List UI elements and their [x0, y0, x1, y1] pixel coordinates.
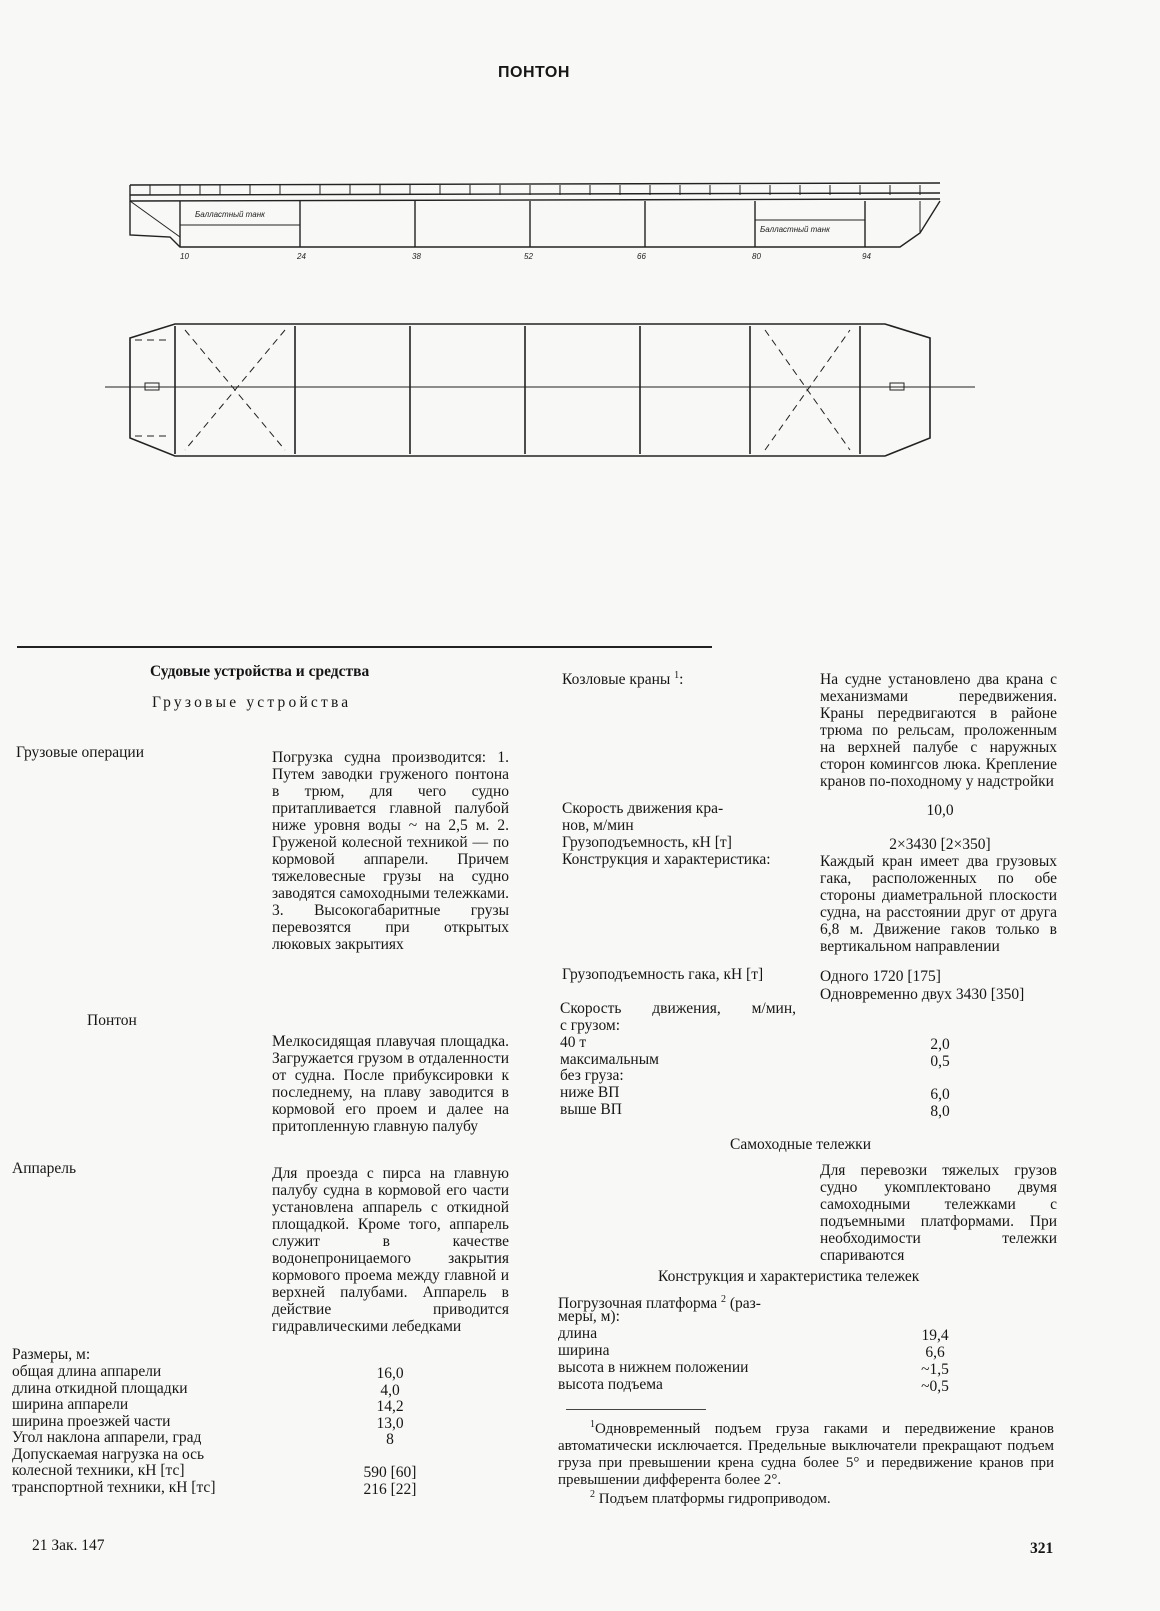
page-number: 321 [1030, 1540, 1054, 1557]
cranes-text: На судне установлено два крана с механизмами передвижения. Краны передвигаются в районе трюма по рельсам, проложенным на верхней палубе с наружных сторон комингсов люка. Крепление кранов по-походному у надстройки [820, 671, 1057, 790]
dim-value: 13,0 [376, 1414, 404, 1432]
dim-label: Угол наклона аппарели, град [12, 1429, 202, 1446]
crane-speed-value: 10,0 [926, 802, 954, 819]
speed2-label: максимальным [560, 1050, 659, 1068]
cranes-label-text: Козловые краны [562, 671, 671, 689]
dim-label: колесной техники, кН [тс] [12, 1462, 185, 1479]
speed2-value: 8,0 [930, 1102, 950, 1120]
dim-label: ширина аппарели [12, 1396, 129, 1413]
capacity-value: 2×3430 [2×350] [889, 836, 991, 853]
frame-label: 66 [637, 252, 646, 261]
page-footer: 21 Зак. 147 [32, 1537, 105, 1554]
page-title: ПОНТОН [498, 64, 570, 81]
cargo-ops-text: Погрузка судна производится: 1. Путем заводки груженого понтона в трюм, для чего судно притапливается главной палубой ниже уровня воды ~ на 2,5 м. 2. Груженой колесной техникой — по кормовой аппарели. Причем тяжеловесные грузы на судно заводятся самоходными тележками. 3. Высокогабаритные грузы перевозятся при открытых люковых закрытиях [272, 749, 509, 953]
platform-value: ~1,5 [921, 1361, 949, 1378]
section-divider [17, 646, 712, 648]
speed2-value: 0,5 [930, 1052, 950, 1070]
speed2-label-1: Скорость движения, м/мин, [560, 1000, 796, 1017]
hook-label: Грузоподъемность гака, кН [т] [562, 966, 764, 983]
dim-label: общая длина аппарели [12, 1363, 162, 1380]
frame-label: 94 [862, 252, 871, 261]
footnote-2-mark: 2 [590, 1489, 595, 1500]
dim-value: 8 [386, 1431, 394, 1448]
crane-speed-label [562, 800, 723, 834]
frame-label: 80 [752, 252, 761, 261]
platform-label-tail: (раз- [729, 1295, 761, 1313]
platform-label: высота подъема [558, 1376, 663, 1393]
frame-label: 38 [412, 252, 421, 261]
footnote-1-text: Одновременный подъем груза гаками и передвижение кранов автоматически исключается. Предельные выключатели прекращают подъем груза при превышении крена судна более 5° и передвижение кранов при превышении дифферента более 2°. [558, 1421, 1054, 1488]
dim-value: 216 [22] [363, 1480, 417, 1498]
footnote-2 [590, 1486, 831, 1508]
dim-value: 590 [60] [363, 1464, 417, 1481]
platform-label-text: Погрузочная платформа [558, 1295, 718, 1313]
tank-label-2: Балластный танк [760, 225, 830, 234]
dim-label: ширина проезжей части [12, 1412, 171, 1430]
speed2-label: без груза: [560, 1067, 624, 1085]
dim-value: 14,2 [376, 1398, 404, 1415]
platform-label-2: меры, м): [558, 1308, 620, 1325]
dim-label: Допускаемая нагрузка на ось [12, 1445, 205, 1463]
trolleys-design-heading: Конструкция и характеристика тележек [658, 1268, 920, 1285]
hook-value-1: Одного 1720 [175] [820, 968, 941, 985]
crane-speed-label-2: нов, м/мин [562, 817, 634, 834]
frame-label: 10 [180, 252, 189, 261]
speed2-value: 6,0 [930, 1086, 950, 1104]
ramp-label: Аппарель [12, 1160, 77, 1177]
cranes-label: Козловые краны $^1$: [562, 670, 684, 689]
platform-label: высота в нижнем положении [558, 1359, 749, 1376]
footnote-2-text: Подъем платформы гидроприводом. [598, 1491, 831, 1507]
speed2-value: 2,0 [930, 1036, 950, 1053]
frame-label: 52 [524, 252, 533, 261]
section-heading: Судовые устройства и средства [150, 663, 370, 680]
plan-view-drawing [105, 320, 975, 470]
dims-heading: Размеры, м: [12, 1346, 91, 1363]
platform-label: ширина [558, 1342, 610, 1359]
speed2-label: ниже ВП [560, 1084, 620, 1102]
footnote-ref: 1 [674, 670, 680, 681]
design-text: Каждый кран имеет два грузовых гака, расположенных по обе стороны диаметральной плоскости судна, на расстоянии друг от друга 6,8 м. Движение гаков только в вертикальном направлении [820, 853, 1057, 955]
footnote-ref: 2 [721, 1294, 726, 1305]
section-subheading: Грузовые устройства [152, 694, 352, 711]
crane-speed-label-1: Скорость движения кра- [562, 800, 724, 817]
platform-label: длина [558, 1325, 598, 1342]
ponton-text: Мелкосидящая плавучая площадка. Загружается грузом в отдаленности от судна. После прибуксировки к последнему, на плаву заводится в кормовой его проем и далее на притопленную главную палубу [272, 1033, 509, 1135]
footnote-1-mark: 1 [590, 1419, 595, 1430]
cargo-ops-label: Грузовые операции [16, 744, 144, 761]
dim-label: длина откидной площадки [12, 1379, 188, 1397]
tank-label-1: Балластный танк [195, 210, 265, 219]
dim-label: транспортной техники, кН [тс] [12, 1478, 216, 1496]
dim-value: 4,0 [380, 1381, 400, 1399]
platform-value: 6,6 [925, 1344, 945, 1361]
design-label: Конструкция и характеристика: [562, 851, 771, 868]
platform-value: 19,4 [921, 1327, 949, 1344]
hook-value-2: Одновременно двух 3430 [350] [820, 986, 1025, 1003]
speed2-label: выше ВП [560, 1100, 622, 1118]
side-view-drawing [120, 175, 950, 265]
ramp-text: Для проезда с пирса на главную палубу судна в кормовой его части установлена аппарель с откидной площадкой. Кроме того, аппарель служит в качестве водонепроницаемого закрытия кормового проема между главной и верхней палубами. Аппарель в действие приводится гидравлическими лебедками [272, 1165, 509, 1335]
platform-value: ~0,5 [921, 1378, 949, 1395]
footnote-divider [566, 1409, 706, 1410]
dim-value: 16,0 [376, 1365, 404, 1382]
ponton-label: Понтон [87, 1012, 137, 1029]
speed2-label-2: с грузом: [560, 1017, 621, 1034]
capacity-label: Грузоподъемность, кН [т] [562, 834, 732, 851]
frame-label: 24 [297, 252, 306, 261]
trolleys-text: Для перевозки тяжелых грузов судно укомплектовано двумя самоходными тележками с подъемными платформами. При необходимости тележки спариваются [820, 1162, 1057, 1264]
speed2-label: 40 т [560, 1034, 587, 1051]
footnote-1 [558, 1416, 1054, 1489]
trolleys-heading: Самоходные тележки [730, 1136, 872, 1153]
